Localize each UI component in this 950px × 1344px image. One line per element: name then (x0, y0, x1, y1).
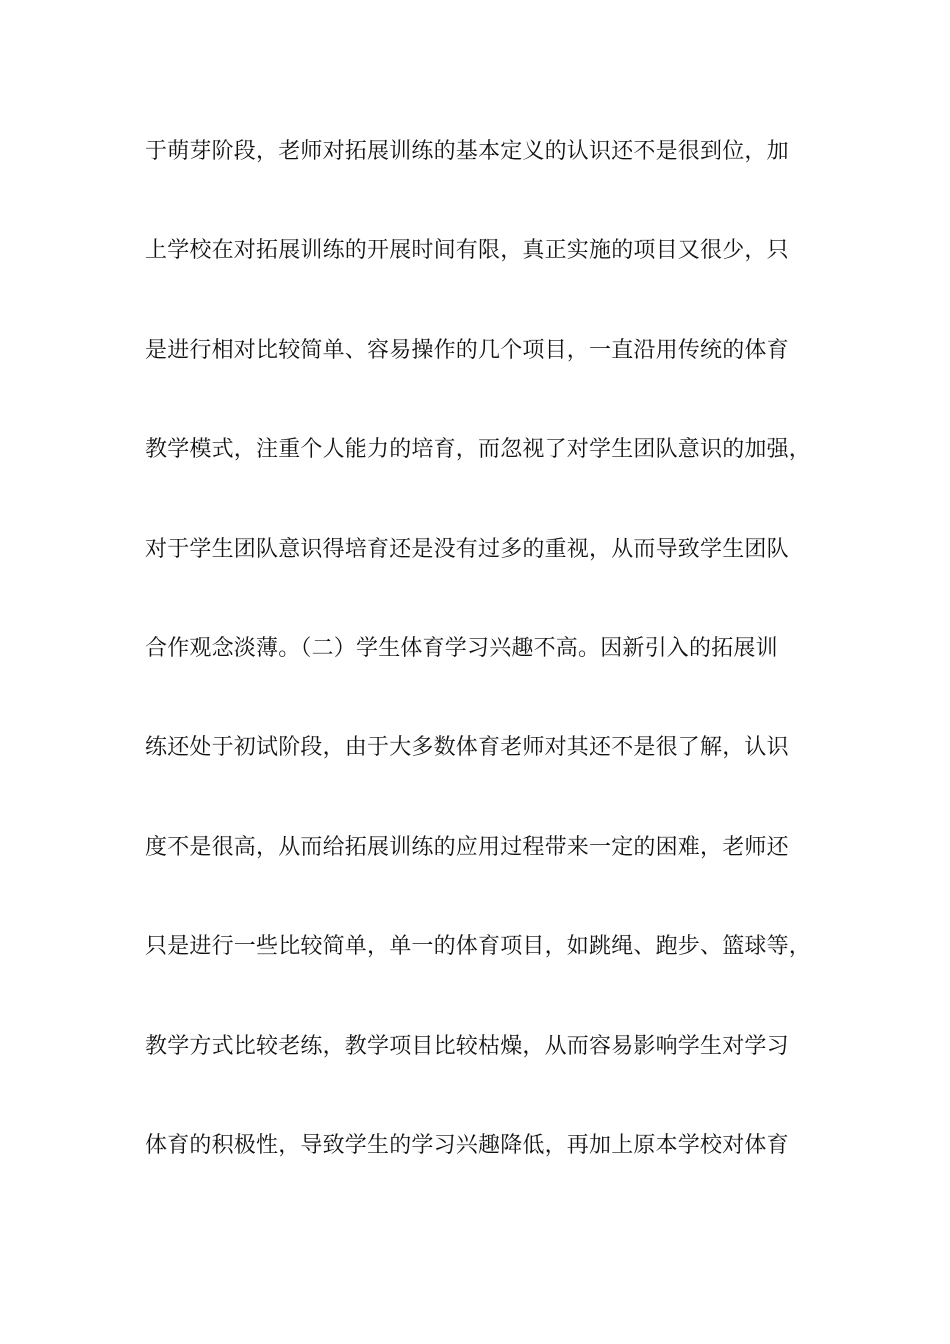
text-line-7: 练还处于初试阶段，由于大多数体育老师对其还不是很了解，认识 (145, 735, 789, 761)
text-line-5: 对于学生团队意识得培育还是没有过多的重视，从而导致学生团队 (145, 536, 789, 562)
text-line-6: 合作观念淡薄。（二）学生体育学习兴趣不高。因新引入的拓展训 (145, 635, 778, 661)
text-line-1: 于萌芽阶段，老师对拓展训练的基本定义的认识还不是很到位，加 (145, 139, 789, 164)
text-line-2: 上学校在对拓展训练的开展时间有限，真正实施的项目又很少，只 (145, 238, 789, 264)
text-line-8: 度不是很高，从而给拓展训练的应用过程带来一定的困难，老师还 (145, 834, 789, 860)
body-paragraph (145, 132, 835, 1225)
text-line-3: 是进行相对比较简单、容易操作的几个项目，一直沿用传统的体育 (145, 337, 789, 363)
text-line-4: 教学模式，注重个人能力的培育，而忽视了对学生团队意识的加强， (145, 437, 812, 463)
text-line-9: 只是进行一些比较简单，单一的体育项目，如跳绳、跑步、篮球等， (145, 934, 812, 960)
text-line-10: 教学方式比较老练，教学项目比较枯燥，从而容易影响学生对学习 (145, 1033, 789, 1059)
text-line-11: 体育的积极性，导致学生的学习兴趣降低，再加上原本学校对体育 (145, 1132, 789, 1158)
